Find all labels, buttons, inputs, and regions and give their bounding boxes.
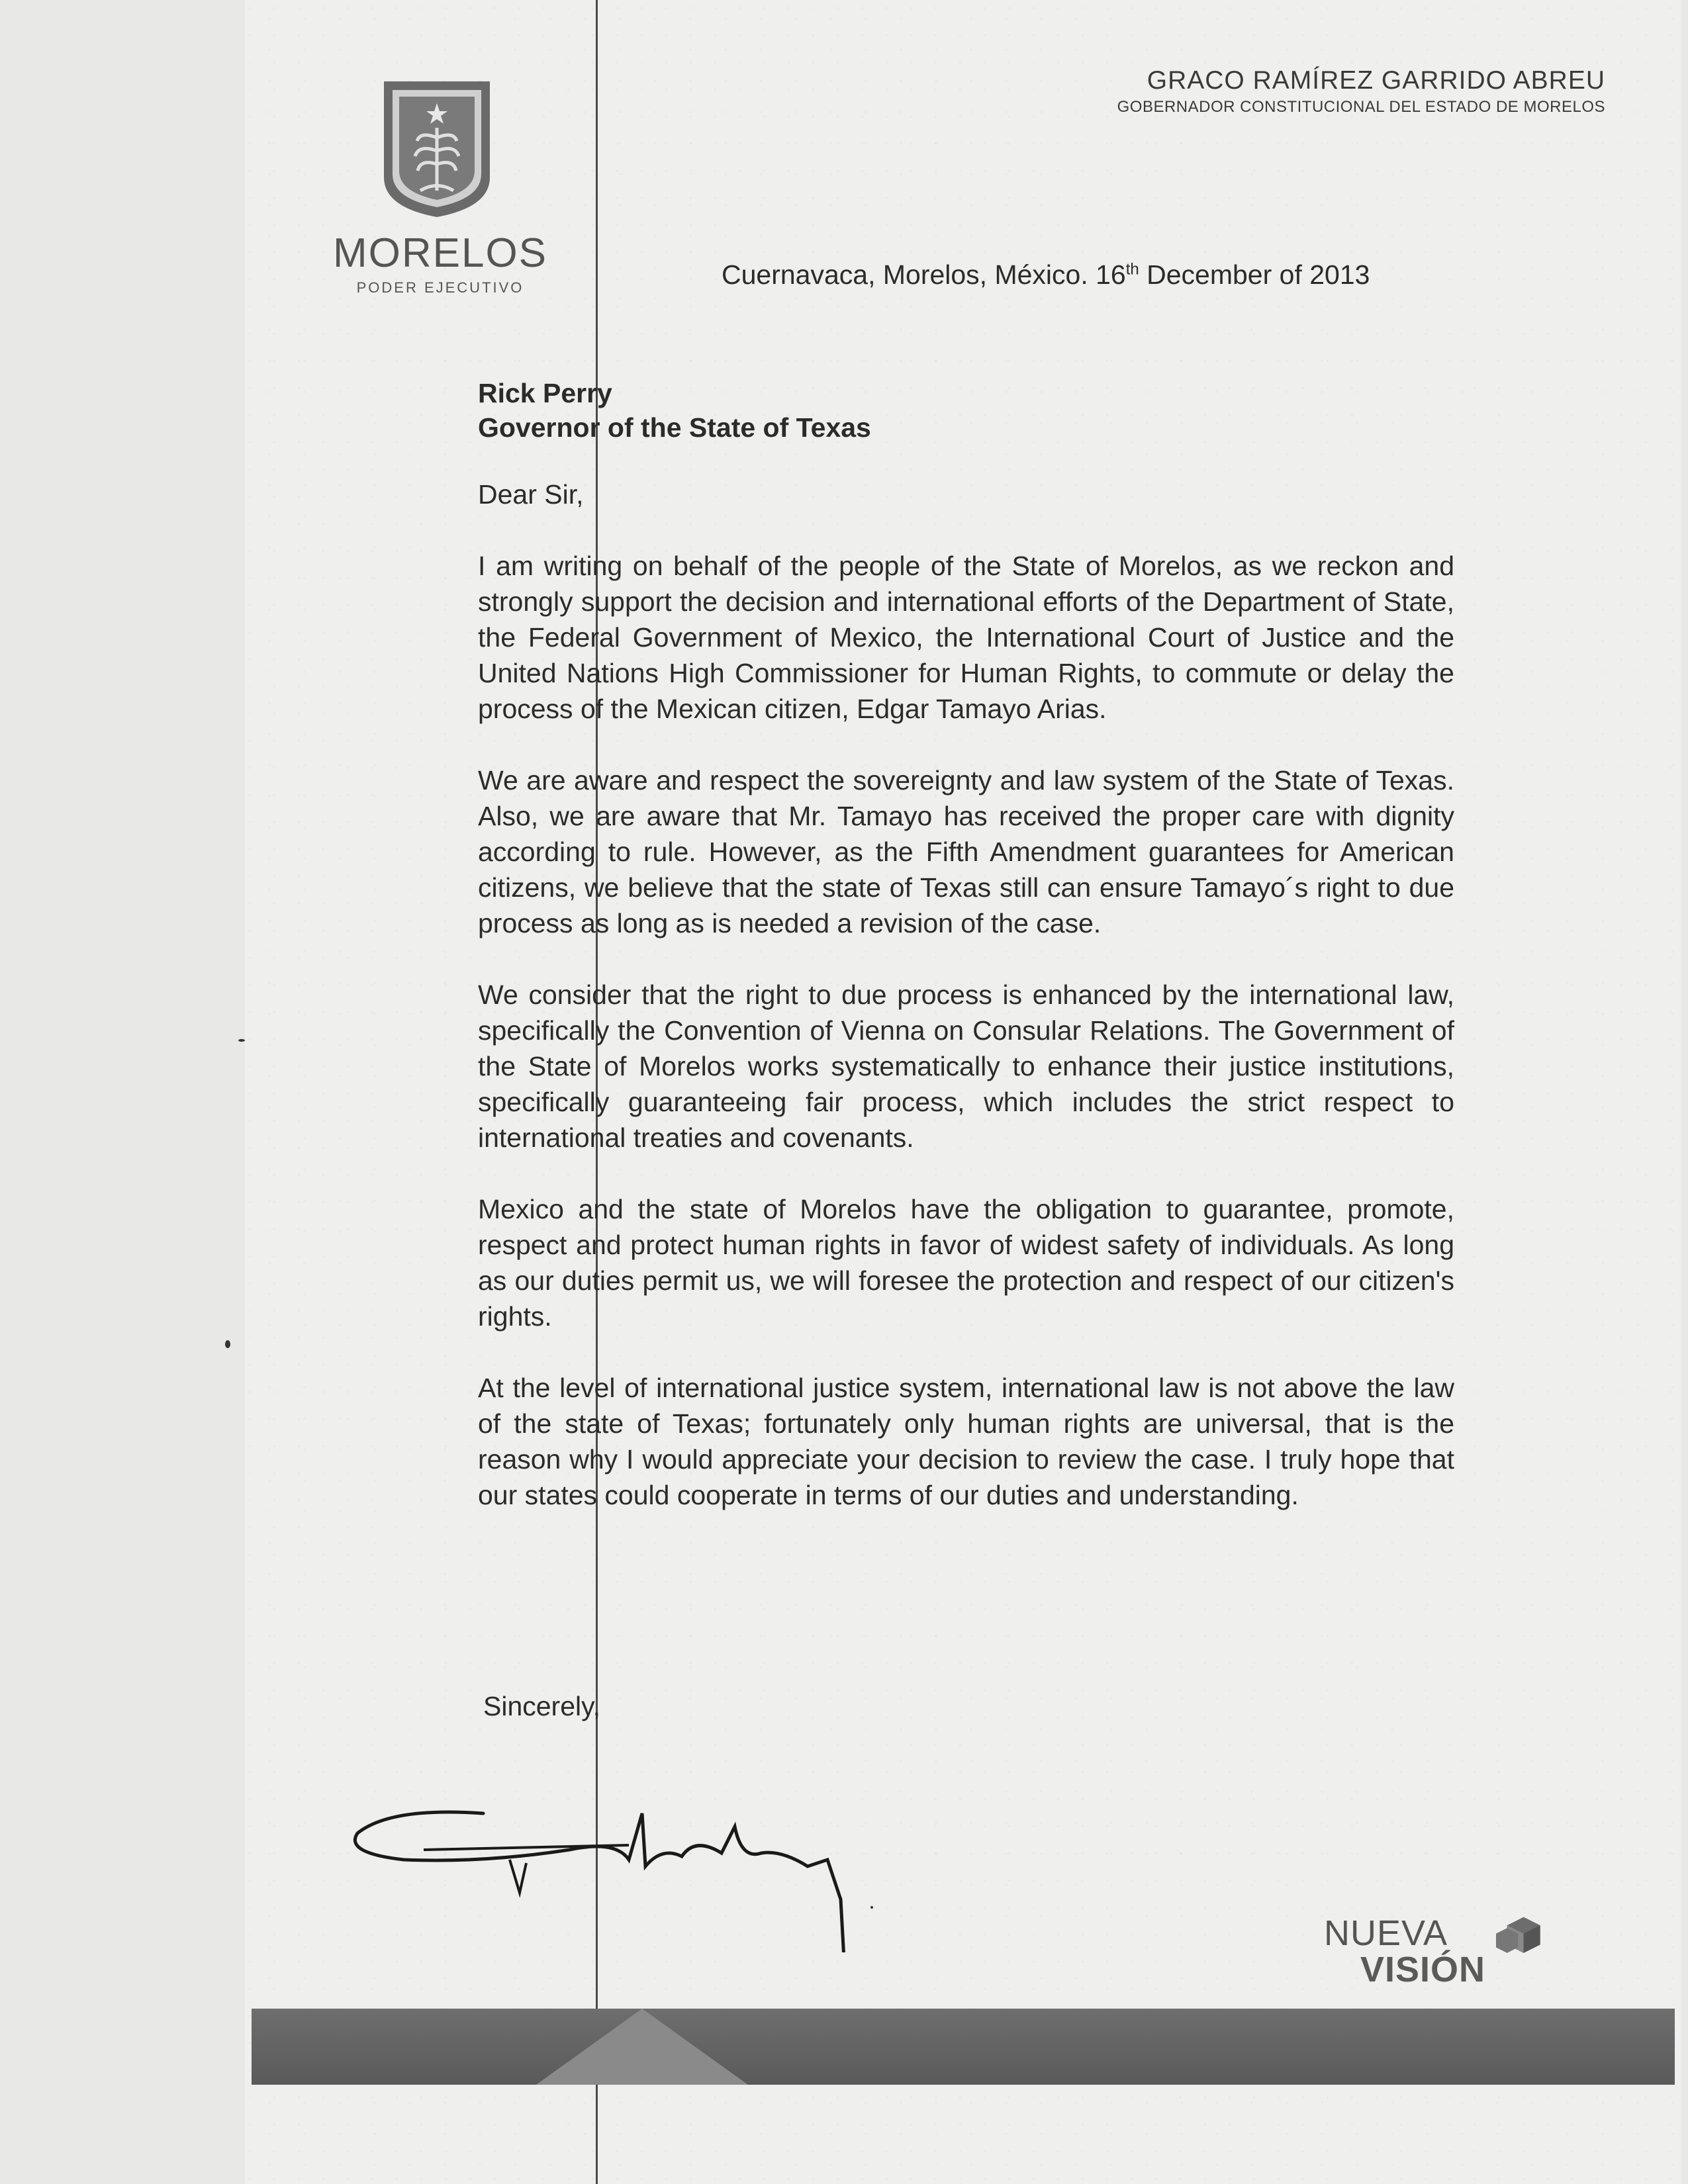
- letter-date: [722, 259, 1370, 291]
- signature-image: [351, 1787, 880, 1952]
- nueva-vision-cube-icon: [1496, 1883, 1628, 1995]
- paragraph: We consider that the right to due process is enhanced by the international law, specifically the Convention of Vienna on Consular Relations. The Government of the State of Morelos works systematically to enhance their justice institutions, specifically guaranteeing fair process, which includes the strict respect to international treaties and covenants.: [478, 979, 1454, 1153]
- date-prefix: Cuernavaca, Morelos, México. 16: [722, 259, 1126, 290]
- paragraph: We are aware and respect the sovereignty and law system of the State of Texas. Also, we are aware that Mr. Tamayo has received the proper care with dignity according to rule. However, as the Fifth Amendment guarantees for American citizens, we believe that the state of Texas still can ensure Tamayo´s right to due process as long as is needed a revision of the case.: [478, 765, 1454, 938]
- recipient-block: [478, 376, 871, 445]
- logo-line-1: NUEVA: [1324, 1913, 1448, 1953]
- brand-block: [324, 230, 556, 296]
- footer-band: [252, 2009, 1675, 2085]
- scan-speck: [225, 1340, 230, 1348]
- salutation: Dear Sir,: [478, 479, 584, 510]
- governor-title: GOBERNADOR CONSTITUCIONAL DEL ESTADO DE MORELOS: [1117, 98, 1605, 116]
- recipient-name: Rick Perry: [478, 378, 612, 408]
- scan-speck: [238, 1039, 245, 1042]
- paragraph: I am writing on behalf of the people of the State of Morelos, as we reckon and strongly support the decision and international efforts of the Department of State, the Federal Government of Mexico, the International Court of Justice and the United Nations High Commissioner for Human Rights, to commute or delay the process of the Mexican citizen, Edgar Tamayo Arias.: [478, 551, 1454, 724]
- logo-line-2: VISIÓN: [1360, 1950, 1486, 1989]
- date-ordinal: th: [1125, 260, 1139, 279]
- recipient-title: Governor of the State of Texas: [478, 412, 871, 443]
- brand-subtitle: PODER EJECUTIVO: [356, 279, 524, 296]
- paragraph: Mexico and the state of Morelos have the obligation to guarantee, promote, respect and protect human rights in favor of widest safety of individuals. As long as our duties permit us, we will foresee the protection and respect of our citizen's rights.: [478, 1194, 1454, 1332]
- paragraph: At the level of international justice system, international law is not above the law of the state of Texas; fortunately only human rights are universal, that is the reason why I would appreciate your decision to review the case. I truly hope that our states could cooperate in terms of our duties and understanding.: [478, 1373, 1454, 1510]
- morelos-coat-of-arms-icon: [381, 78, 493, 220]
- closing: Sincerely,: [483, 1691, 600, 1721]
- governor-name: GRACO RAMÍREZ GARRIDO ABREU: [1147, 66, 1605, 95]
- scan-speck: [870, 1906, 873, 1909]
- brand-name: MORELOS: [332, 230, 548, 276]
- letter-body: [478, 477, 1454, 1549]
- date-suffix: December of 2013: [1139, 259, 1370, 290]
- footer-triangle-decoration: [536, 2009, 748, 2085]
